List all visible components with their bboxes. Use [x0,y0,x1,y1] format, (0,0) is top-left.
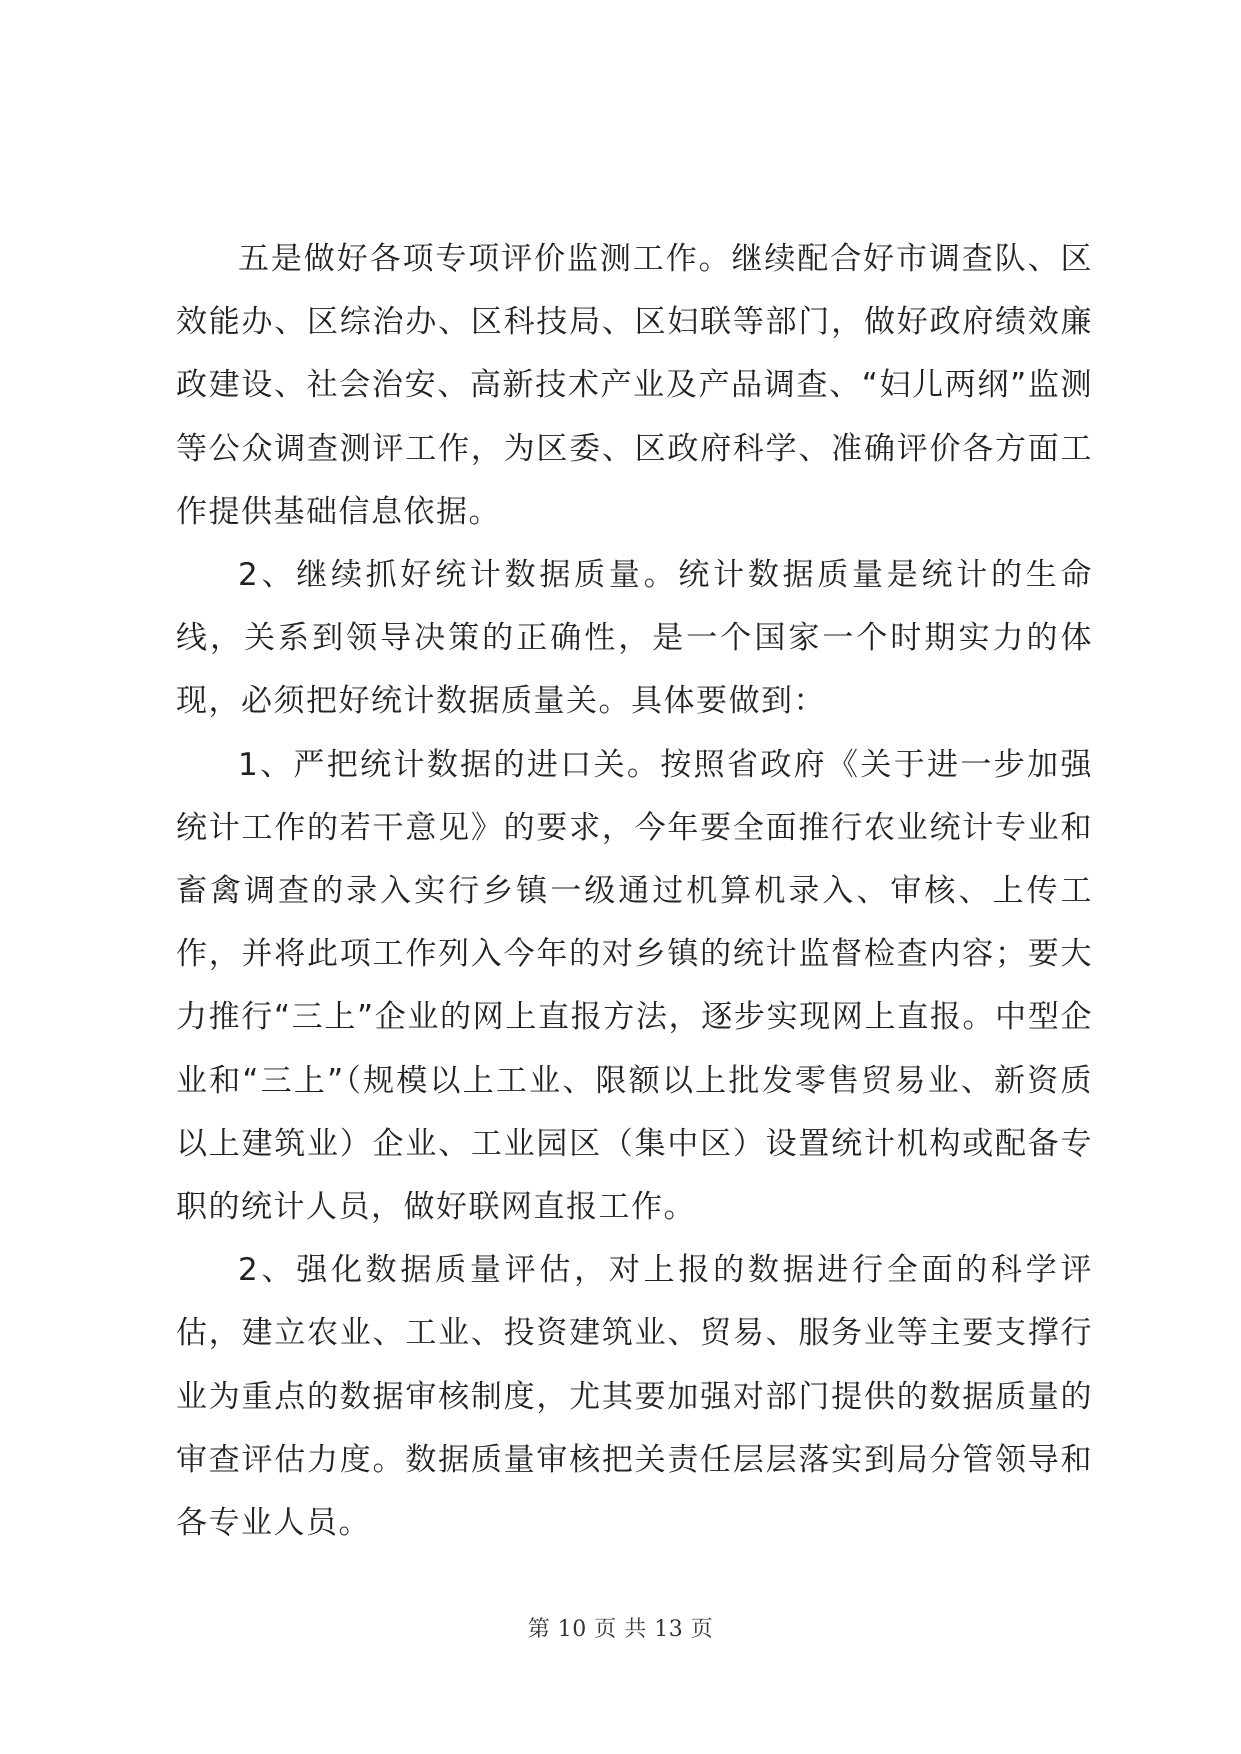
document-body [176,228,1093,1555]
paragraph-evaluation-monitoring: 五是做好各项专项评价监测工作。继续配合好市调查队、区效能办、区综治办、区科技局、区妇联等部门，做好政府绩效廉政建设、社会治安、高新技术产业及产品调查、“妇儿两纲”监测等公众调查测评工作，为区委、区政府科学、准确评价各方面工作提供基础信息依据。 [176,241,1093,530]
paragraph-data-quality: 2、继续抓好统计数据质量。统计数据质量是统计的生命线，关系到领导决策的正确性，是一个国家一个时期实力的体现，必须把好统计数据质量关。具体要做到： [176,557,1093,720]
paragraph-data-entry-control: 1、严把统计数据的进口关。按照省政府《关于进一步加强统计工作的若干意见》的要求，今年要全面推行农业统计专业和畜禽调查的录入实行乡镇一级通过机算机录入、审核、上传工作，并将此项工作列入今年的对乡镇的统计监督检查内容；要大力推行“三上”企业的网上直报方法，逐步实现网上直报。中型企业和“三上”（规模以上工业、限额以上批发零售贸易业、新资质以上建筑业）企业、工业园区（集中区）设置统计机构或配备专职的统计人员，做好联网直报工作。 [176,746,1093,1226]
paragraph-quality-assessment: 2、强化数据质量评估，对上报的数据进行全面的科学评估，建立农业、工业、投资建筑业、贸易、服务业等主要支撑行业为重点的数据审核制度，尤其要加强对部门提供的数据质量的审查评估力度。数据质量审核把关责任层层落实到局分管领导和各专业人员。 [176,1252,1093,1542]
page-number-footer: 第 10 页 共 13 页 [527,1617,714,1642]
